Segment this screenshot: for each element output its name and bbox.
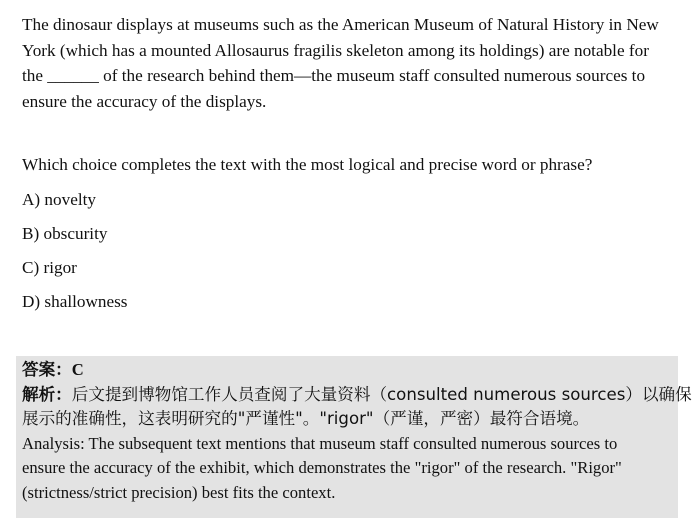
choice-d[interactable]: D) shallowness [22, 292, 128, 311]
answer-value: C [71, 360, 84, 379]
choice-b[interactable]: B) obscurity [22, 224, 108, 243]
analysis-en-line: Analysis: The subsequent text mentions that museum staff consulted numerous sources to [22, 433, 618, 453]
passage-line: The dinosaur displays at museums such as the American Museum of Natural History in New [22, 15, 659, 34]
analysis-en-line: (strictness/strict precision) best fits the context. [22, 482, 336, 502]
analysis-cn-text-1: 后文提到博物馆工作人员查阅了大量资料（consulted numerous sources）以确保 [71, 384, 692, 404]
analysis-cn-line-1 [22, 383, 692, 408]
analysis-label: 解析： [22, 384, 72, 404]
answer-explanation-box [16, 356, 692, 518]
analysis-cn-line-2: 展示的准确性，这表明研究的"严谨性"。"rigor"（严谨，严密）最符合语境。 [22, 409, 590, 428]
passage-line: the ______ of the research behind them—the museum staff consulted numerous sources to [22, 66, 646, 85]
choice-a[interactable]: A) novelty [22, 190, 96, 209]
passage-line: York (which has a mounted Allosaurus fragilis skeleton among its holdings) are notable for [22, 40, 649, 60]
choice-c[interactable]: C) rigor [22, 258, 77, 277]
question-prompt: Which choice completes the text with the most logical and precise word or phrase? [22, 155, 593, 174]
passage [22, 12, 682, 114]
passage-line: ensure the accuracy of the displays. [22, 91, 267, 111]
answer-explanation [22, 358, 692, 505]
analysis-en-line: ensure the accuracy of the exhibit, which demonstrates the "rigor" of the research. "Rigor" [22, 458, 622, 477]
answer-label: 答案： [22, 360, 72, 379]
answer-line [22, 358, 678, 383]
answer-choices [22, 188, 128, 324]
